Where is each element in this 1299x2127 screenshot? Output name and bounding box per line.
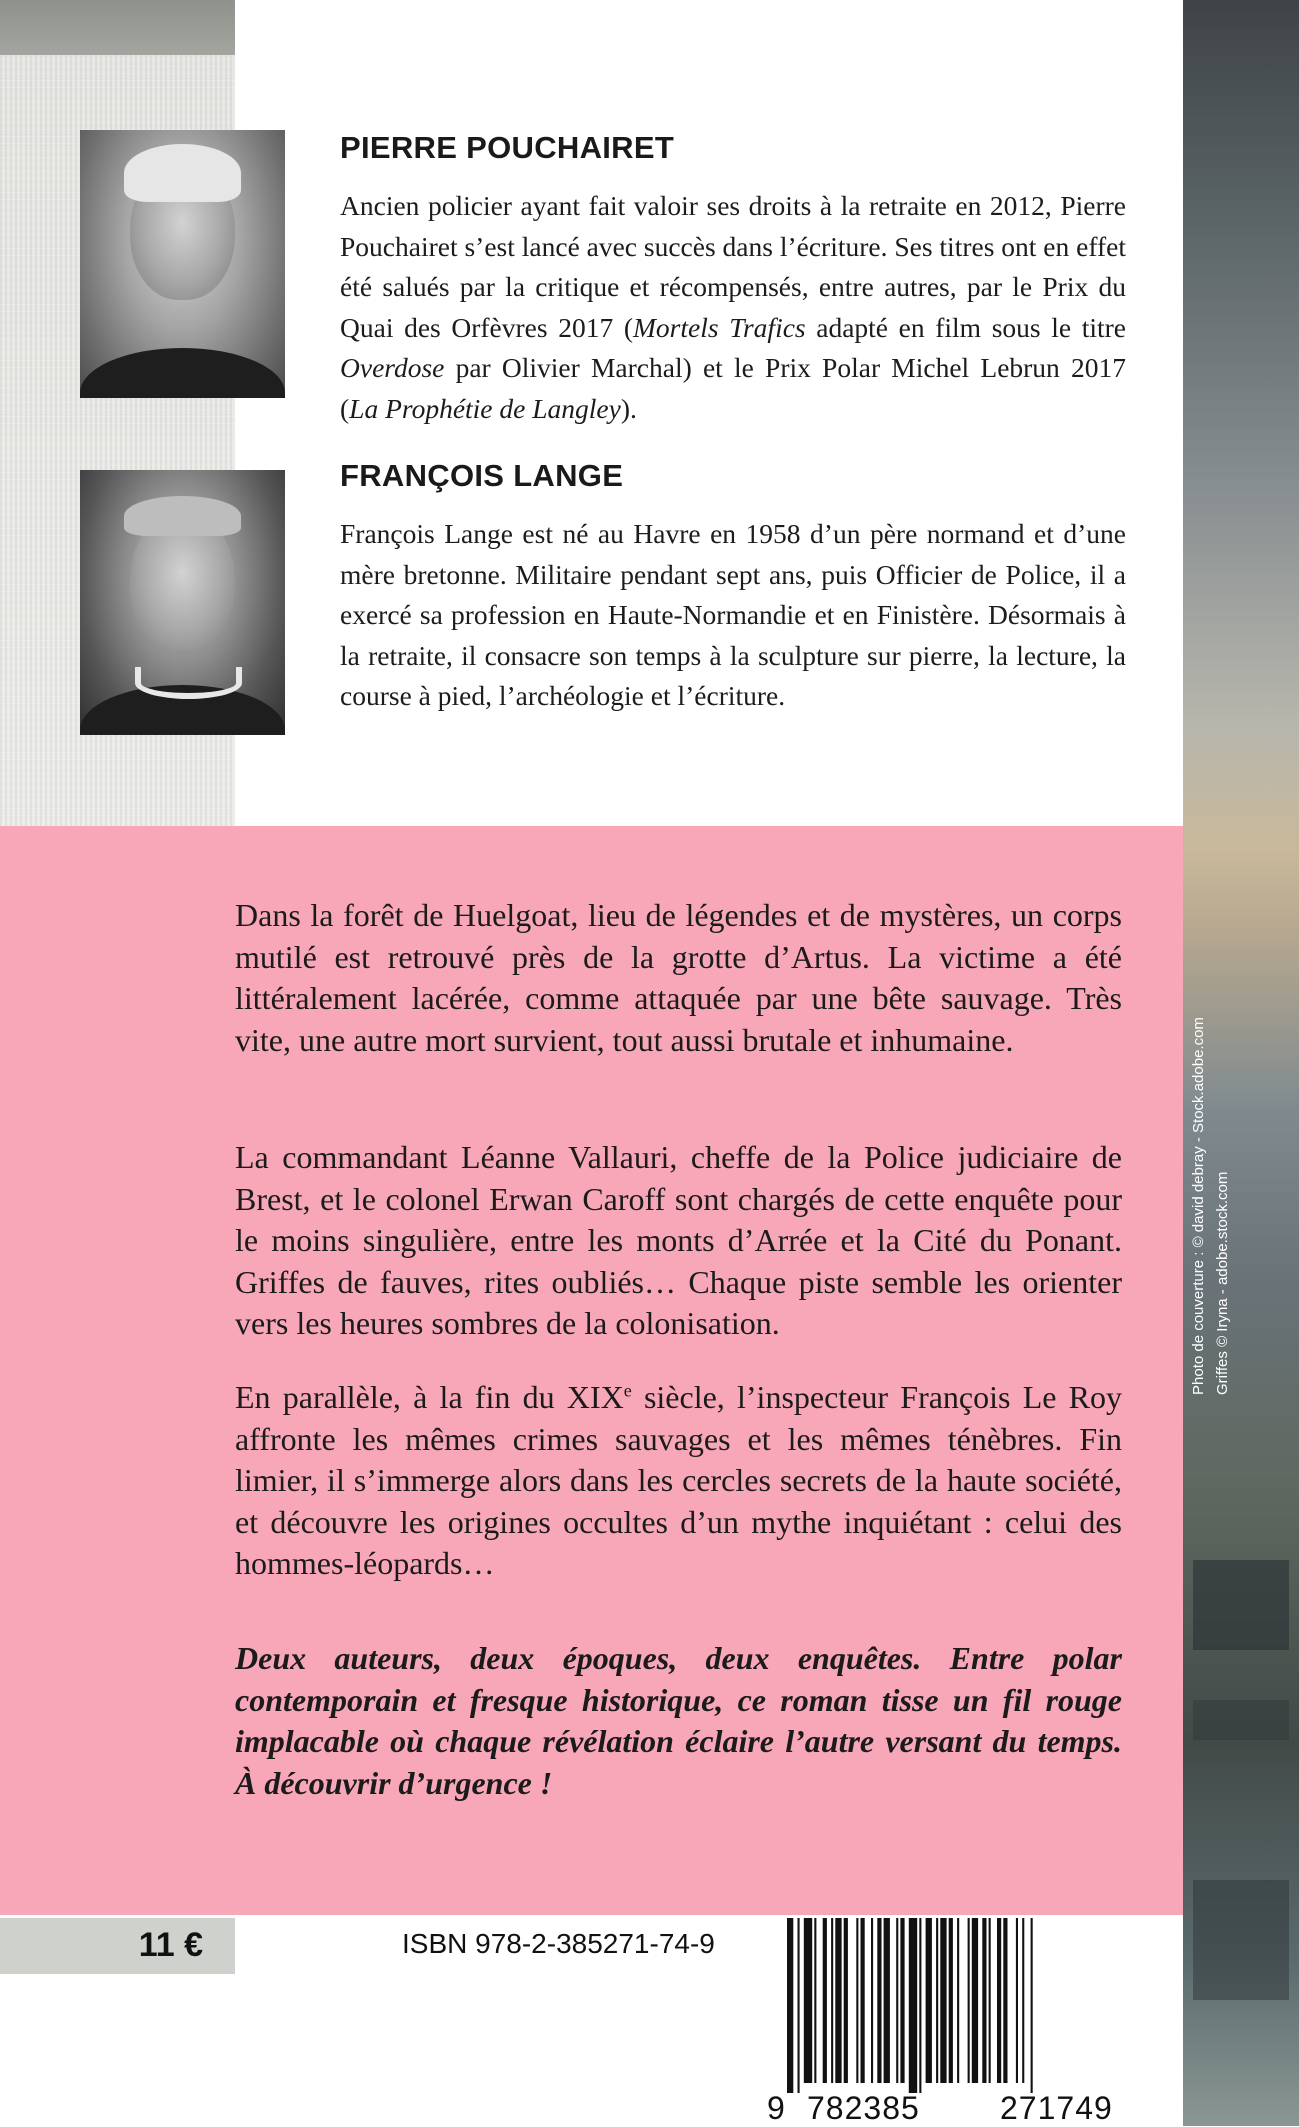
blurb-paragraph-1: Dans la forêt de Huelgoat, lieu de légendes et de mystères, un corps mutilé est retrouvé près de la grotte d’Artus. La victime a été littéralement lacérée, comme attaquée par une bête sauvage. Très vite, une autre mort survient, tout aussi brutale et inhumaine.: [235, 897, 1122, 1058]
photo-credit-line-2: Griffes © Iryna - adobe.stock.com: [1214, 1171, 1231, 1395]
author-bio-pouchairet: Ancien policier ayant fait valoir ses droits à la retraite en 2012, Pierre Pouchairet s’est lancé avec succès dans l’écriture. Ses titres ont en effet été salués par la critique et récompensés, entre autres, par le Prix du Quai des Orfèvres 2017 (Mortels Trafics adapté en film sous le titre Overdose par Olivier Marchal) et le Prix Polar Michel Lebrun 2017 (La Prophétie de Langley).: [340, 190, 1127, 424]
author-bio-lange: François Lange est né au Havre en 1958 d’un père normand et d’une mère bretonne. Militaire pendant sept ans, puis Officier de Police, il a exercé sa profession en Haute-Normandie et en Finistère. Désormais à la retraite, il consacre son temps à la sculpture sur pierre, la lecture, la course à pied, l’archéologie et l’écriture.: [340, 518, 1126, 711]
barcode-bars: [765, 1918, 1183, 2093]
photo-bridge-shape: [1193, 1700, 1289, 1740]
barcode-digits-right: 271749: [1000, 2090, 1113, 2126]
blurb-tagline: Deux auteurs, deux époques, deux enquêtes. Entre polar contemporain et fresque historique, ce roman tisse un fil rouge implacable où chaque révélation éclaire l’autre versant du temps. À découvrir d’urgence !: [235, 1640, 1122, 1801]
author-photo-pierre-pouchairet: [80, 130, 285, 398]
author-photo-francois-lange: [80, 470, 285, 735]
photo-harbor-shape: [1193, 1880, 1289, 2000]
photo-credit-line-1: Photo de couverture : © david debray - Stock.adobe.com: [1190, 1017, 1207, 1395]
barcode-digits-left: 782385: [807, 2090, 920, 2126]
author-name-pouchairet: PIERRE POUCHAIRET: [340, 130, 675, 165]
price-label: 11 €: [138, 1926, 203, 1964]
photo-building-shape: [1193, 1560, 1289, 1650]
author-name-lange: FRANÇOIS LANGE: [340, 458, 624, 493]
portrait-collar: [135, 667, 242, 699]
portrait-hair: [124, 144, 241, 202]
barcode: [765, 1918, 1183, 2126]
isbn-label: ISBN 978-2-385271-74-9: [402, 1928, 715, 1959]
top-gray-band: [0, 0, 235, 55]
blurb-paragraph-2: La commandant Léanne Vallauri, cheffe de la Police judiciaire de Brest, et le colonel Erwan Caroff sont chargés de cette enquête pour le moins singulière, entre les monts d’Arrée et la Cité du Ponant. Griffes de fauves, rites oubliés… Chaque piste semble les orienter vers les heures sombres de la colonisation.: [235, 1139, 1122, 1341]
price-box: [0, 1918, 235, 1974]
photo-credit: [1187, 875, 1245, 1395]
portrait-hair: [124, 496, 241, 536]
barcode-digit-first: 9: [767, 2090, 786, 2126]
portrait-shoulders: [80, 348, 285, 398]
blurb-paragraph-3: En parallèle, à la fin du XIXe siècle, l’inspecteur François Le Roy affronte les mêmes crimes sauvages et les mêmes ténèbres. Fin limier, il s’immerge alors dans les cercles secrets de la haute société, et découvre les origines occultes d’un mythe inquiétant : celui des hommes-léopards…: [235, 1379, 1122, 1581]
